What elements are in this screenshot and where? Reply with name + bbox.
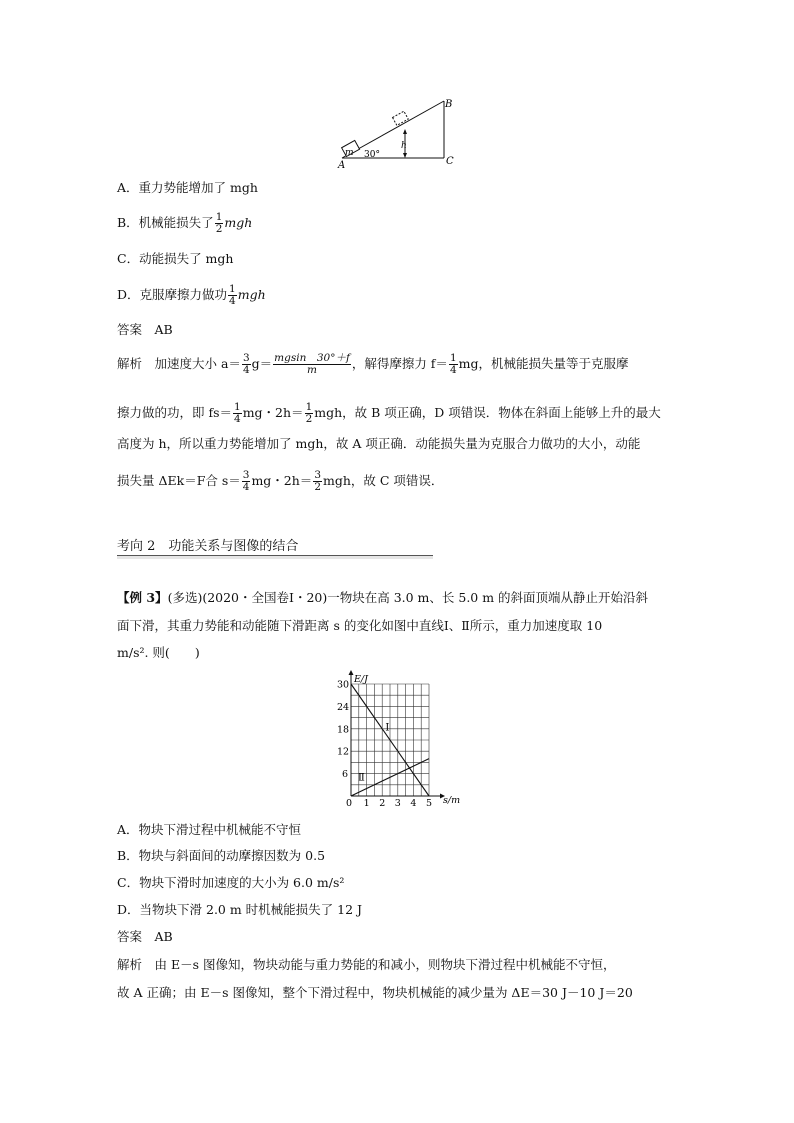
- text: mg・2h＝: [251, 473, 313, 488]
- text: 解析 加速度大小 a＝: [117, 356, 241, 371]
- q1-option-a: A．重力势能增加了 mgh: [117, 180, 258, 195]
- y-tick-label: 30: [337, 679, 350, 691]
- y-tick-label: 6: [342, 769, 349, 781]
- q1-analysis-line-3: 高度为 h，所以重力势能增加了 mgh，故 A 项正确．动能损失量为克服合力做功的大小，动能: [117, 436, 641, 451]
- series-label: Ⅰ: [385, 722, 390, 734]
- x-tick-label: 5: [426, 798, 433, 809]
- q1-option-c: C．动能损失了 mgh: [117, 251, 234, 266]
- fraction: [233, 402, 242, 425]
- q1-option-d-text: D．克服摩擦力做功: [117, 287, 228, 302]
- q3-option-b: B．物块与斜面间的动摩擦因数为 0.5: [117, 848, 326, 863]
- text: mgh，故 C 项错误．: [323, 473, 444, 488]
- fraction-denominator: 2: [314, 481, 321, 493]
- y-axis-arrow: [349, 670, 354, 675]
- height-label: h: [401, 141, 407, 151]
- point-b-label: B: [445, 99, 453, 110]
- q3-option-d: D．当物块下滑 2.0 m 时机械能损失了 12 J: [117, 902, 363, 917]
- example3-line-2: 面下滑，其重力势能和动能随下滑距离 s 的变化如图中直线Ⅰ、Ⅱ所示，重力加速度取 10: [117, 618, 603, 633]
- fraction-denominator: 4: [234, 413, 241, 425]
- fraction: [228, 284, 237, 307]
- fraction: [242, 353, 251, 376]
- q1-analysis-line-4: [117, 470, 679, 493]
- x-axis-label: s/m: [443, 795, 461, 806]
- y-tick-label: 18: [337, 724, 350, 736]
- q3-option-c: C．物块下滑时加速度的大小为 6.0 m/s²: [117, 875, 345, 890]
- fraction-numerator: 1: [234, 401, 241, 413]
- q3-analysis-line-1: 解析 由 E－s 图像知，物块动能与重力势能的和减小，则物块下滑过程中机械能不守恒，: [117, 957, 616, 972]
- height-arrow-bottom: [403, 153, 407, 158]
- fraction: [305, 402, 314, 425]
- text: (多选)(2020・全国卷Ⅰ・20)一物块在高 3.0 m、长 5.0 m 的斜面顶端从静止开始沿斜: [167, 590, 649, 605]
- x-tick-label: 0: [346, 798, 353, 809]
- q1-option-d-expr: mgh: [237, 287, 266, 302]
- q3-analysis-line-2: 故 A 正确；由 E－s 图像知，整个下滑过程中，物块机械能的减少量为 ΔE＝30 J－10 J＝20: [117, 985, 633, 1000]
- fraction-numerator: 1: [449, 352, 457, 364]
- fraction-numerator: 1: [305, 401, 313, 413]
- fraction-denominator: 4: [242, 481, 250, 493]
- block-m-label: m: [345, 148, 354, 158]
- fraction-numerator: 3: [242, 469, 250, 481]
- fraction: [242, 470, 251, 493]
- fraction-denominator: 2: [215, 223, 223, 235]
- fraction-numerator: mgsin 30°＋f: [274, 352, 350, 364]
- x-tick-label: 1: [363, 798, 370, 809]
- x-tick-label: 3: [394, 798, 401, 809]
- energy-chart: [333, 668, 463, 810]
- q1-analysis-line-1: [117, 353, 679, 376]
- text: 擦力做的功，即 fs＝: [117, 405, 233, 420]
- height-arrow-top: [403, 129, 407, 134]
- y-tick-label: 12: [337, 746, 350, 758]
- fraction: [273, 353, 351, 376]
- fraction: [313, 470, 322, 493]
- series-label: Ⅱ: [358, 772, 365, 784]
- text: g＝: [251, 356, 273, 371]
- text: 损失量 ΔEk＝F合 s＝: [117, 473, 241, 488]
- q1-option-b-expr: mgh: [224, 215, 253, 230]
- q1-answer: 答案 AB: [117, 322, 173, 337]
- angle-label: 30°: [364, 150, 380, 160]
- fraction-denominator: 4: [449, 364, 457, 376]
- text: ，解得摩擦力 f＝: [351, 356, 448, 371]
- fraction-numerator: 1: [215, 211, 223, 223]
- q1-option-d: [117, 284, 266, 307]
- point-a-label: A: [338, 160, 346, 170]
- y-axis-label: E/J: [354, 674, 368, 685]
- x-tick-label: 4: [410, 798, 417, 809]
- section-title: 考向 2 功能关系与图像的结合: [117, 539, 299, 554]
- example3-line-3: m/s². 则( ): [117, 645, 200, 660]
- incline-figure: [335, 95, 465, 170]
- fraction: [449, 353, 458, 376]
- fraction-numerator: 3: [314, 469, 321, 481]
- q1-option-b: [117, 212, 252, 235]
- q3-answer: 答案 AB: [117, 929, 173, 944]
- fraction-denominator: m: [307, 364, 317, 376]
- text: mgh，故 B 项正确，D 项错误．物体在斜面上能够上升的最大: [314, 405, 661, 420]
- example3-line-1: [117, 590, 679, 606]
- fraction-numerator: 3: [242, 352, 250, 364]
- fraction-denominator: 4: [229, 295, 236, 307]
- q1-option-b-text: B．机械能损失了: [117, 215, 214, 230]
- fraction-numerator: 1: [229, 283, 236, 295]
- y-tick-label: 24: [337, 701, 350, 713]
- q3-option-a: A．物块下滑过程中机械能不守恒: [117, 822, 302, 837]
- fraction-denominator: 4: [242, 364, 250, 376]
- fraction-denominator: 2: [305, 413, 313, 425]
- fraction: [215, 212, 224, 235]
- point-c-label: C: [446, 156, 454, 167]
- q1-analysis-line-2: [117, 402, 679, 425]
- text: mg・2h＝: [242, 405, 304, 420]
- example-tag: 【例 3】: [117, 590, 168, 605]
- x-tick-label: 2: [379, 798, 386, 809]
- section-heading: [117, 535, 433, 556]
- text: mg，机械能损失量等于克服摩: [458, 356, 629, 371]
- section-underline: [117, 556, 433, 559]
- block-dashed: [393, 111, 409, 125]
